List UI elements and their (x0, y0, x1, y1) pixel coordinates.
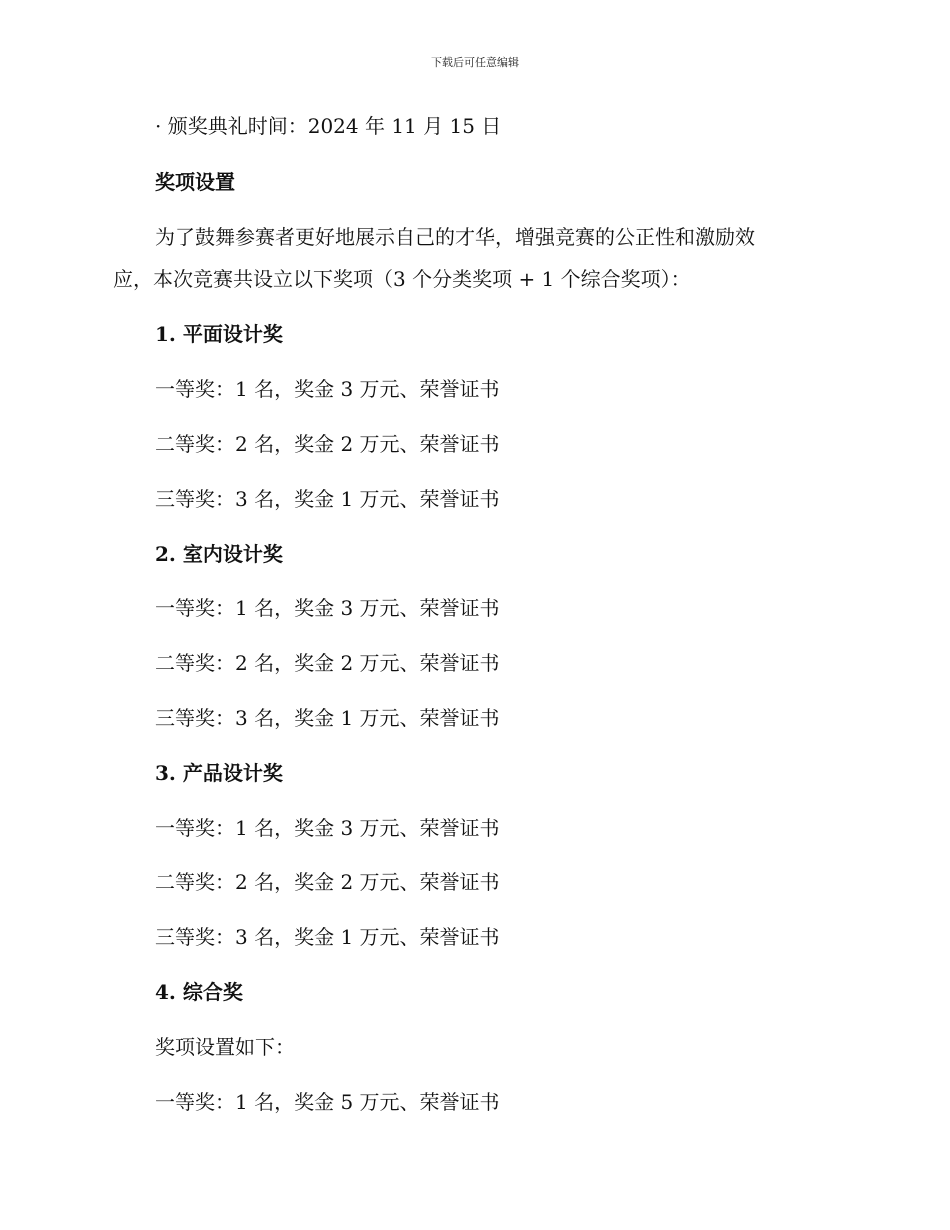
award-heading-graphic-design: 1. 平面设计奖 (155, 322, 283, 346)
award-graphic-first-prize: 一等奖：1 名，奖金 3 万元、荣誉证书 (155, 377, 500, 401)
ceremony-time-line: · 颁奖典礼时间：2024 年 11 月 15 日 (155, 114, 502, 138)
award-interior-third-prize: 三等奖：3 名，奖金 1 万元、荣誉证书 (155, 706, 500, 730)
award-product-second-prize: 二等奖：2 名，奖金 2 万元、荣誉证书 (155, 870, 500, 894)
intro-paragraph-line-2: 应，本次竞赛共设立以下奖项（3 个分类奖项 + 1 个综合奖项）： (113, 267, 691, 291)
award-heading-comprehensive: 4. 综合奖 (155, 980, 243, 1004)
intro-paragraph-line-1: 为了鼓舞参赛者更好地展示自己的才华，增强竞赛的公正性和激励效 (155, 225, 755, 249)
award-interior-second-prize: 二等奖：2 名，奖金 2 万元、荣誉证书 (155, 651, 500, 675)
header-note: 下载后可任意编辑 (431, 56, 519, 69)
award-product-first-prize: 一等奖：1 名，奖金 3 万元、荣誉证书 (155, 816, 500, 840)
award-product-third-prize: 三等奖：3 名，奖金 1 万元、荣誉证书 (155, 925, 500, 949)
award-heading-interior-design: 2. 室内设计奖 (155, 542, 283, 566)
award-comprehensive-first-prize: 一等奖：1 名，奖金 5 万元、荣誉证书 (155, 1090, 500, 1114)
award-heading-product-design: 3. 产品设计奖 (155, 761, 283, 785)
section-title-awards: 奖项设置 (155, 170, 235, 194)
award-graphic-second-prize: 二等奖：2 名，奖金 2 万元、荣誉证书 (155, 432, 500, 456)
award-interior-first-prize: 一等奖：1 名，奖金 3 万元、荣誉证书 (155, 596, 500, 620)
award-graphic-third-prize: 三等奖：3 名，奖金 1 万元、荣誉证书 (155, 487, 500, 511)
award-comprehensive-intro: 奖项设置如下： (155, 1035, 295, 1059)
